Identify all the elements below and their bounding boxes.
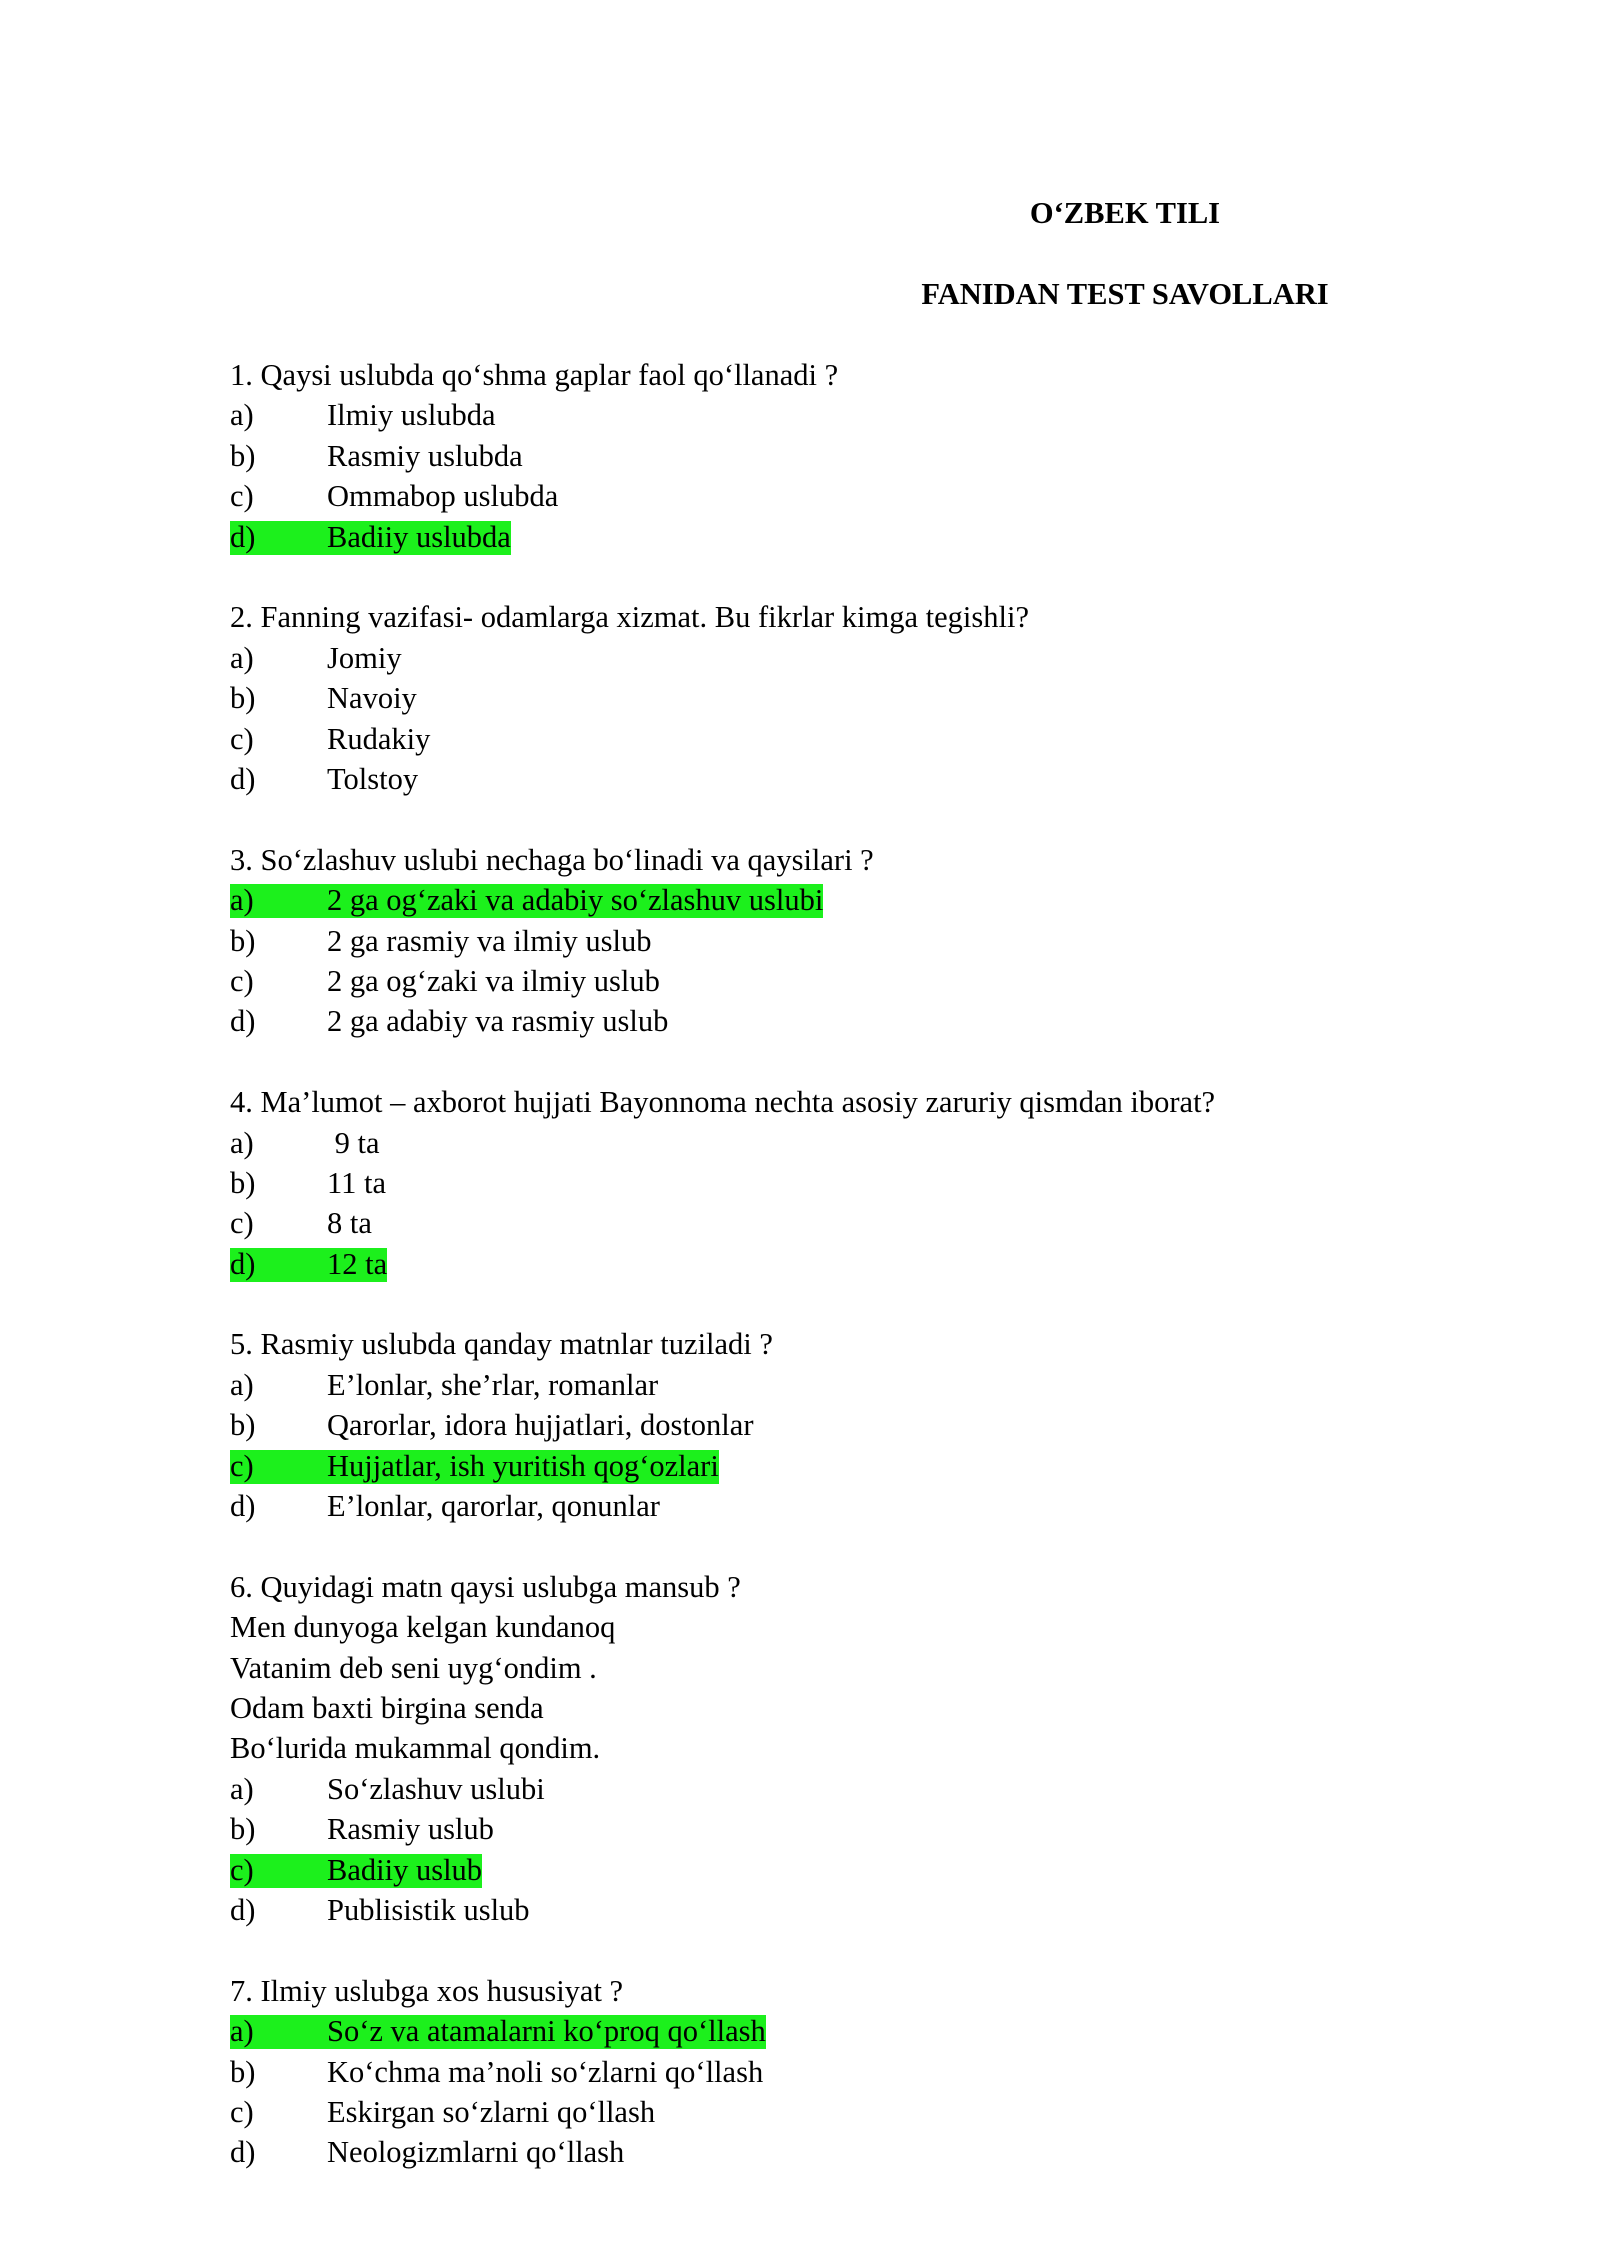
option-text: Qarorlar, idora hujjatlari, dostonlar <box>327 1408 754 1443</box>
option-text: Eskirgan so‘zlarni qo‘llash <box>327 2095 656 2129</box>
option-text: Ilmiy uslubda <box>327 398 496 433</box>
question-5 <box>230 1324 1430 1526</box>
answer-option <box>230 880 1430 920</box>
answer-option <box>230 2052 1430 2092</box>
question-spacer <box>230 1526 1430 1566</box>
option-letter: b) <box>230 923 256 958</box>
option-text: 2 ga og‘zaki va adabiy so‘zlashuv uslubi <box>327 883 824 918</box>
option-letter: d) <box>230 761 256 796</box>
answer-option <box>230 1001 1430 1041</box>
question-spacer <box>230 1930 1430 1970</box>
option-text: Rasmiy uslubda <box>327 438 523 473</box>
answer-option <box>230 921 1430 961</box>
question-spacer <box>230 1284 1430 1324</box>
question-3 <box>230 840 1430 1042</box>
option-letter: b) <box>230 438 256 473</box>
answer-option <box>230 1850 1430 1890</box>
answer-option <box>230 395 1430 435</box>
option-letter: b) <box>230 1812 256 1847</box>
option-letter: a) <box>230 883 254 918</box>
question-text: 6. Quyidagi matn qaysi uslubga mansub ? <box>230 1569 741 1604</box>
option-letter: a) <box>230 2014 254 2049</box>
option-letter: d) <box>230 519 256 554</box>
option-letter: a) <box>230 1771 254 1806</box>
option-text: So‘zlashuv uslubi <box>327 1771 545 1806</box>
option-letter: d) <box>230 1489 256 1524</box>
option-text: 2 ga rasmiy va ilmiy uslub <box>327 923 652 958</box>
option-text: Badiiy uslubda <box>327 519 511 554</box>
question-7 <box>230 1971 1430 2173</box>
question-list <box>230 355 1430 2173</box>
option-letter: a) <box>230 398 254 433</box>
option-text: Badiiy uslub <box>327 1852 483 1887</box>
answer-option <box>230 678 1430 718</box>
option-letter: a) <box>230 1125 254 1160</box>
option-text: 8 ta <box>327 1206 372 1241</box>
document-title <box>230 153 1588 355</box>
question-4 <box>230 1082 1430 1284</box>
option-letter: a) <box>230 640 254 675</box>
answer-option <box>230 1163 1430 1203</box>
option-text: Ko‘chma ma’noli so‘zlarni qo‘llash <box>327 2054 764 2089</box>
option-letter: b) <box>230 2054 256 2089</box>
option-letter: c) <box>230 721 254 756</box>
option-letter: d) <box>230 2135 256 2170</box>
question-spacer <box>230 557 1430 597</box>
answer-option <box>230 1769 1430 1809</box>
option-letter: b) <box>230 1408 256 1443</box>
option-letter: d) <box>230 1246 256 1281</box>
question-text: 1. Qaysi uslubda qo‘shma gaplar faol qo‘llanadi ? <box>230 358 839 393</box>
question-2 <box>230 597 1430 799</box>
answer-option <box>230 1244 1430 1284</box>
option-text: Ommabop uslubda <box>327 479 559 514</box>
answer-option <box>230 1123 1430 1163</box>
answer-option <box>230 1890 1430 1930</box>
option-text: 9 ta <box>327 1125 380 1160</box>
option-text: Hujjatlar, ish yuritish qog‘ozlari <box>327 1448 719 1483</box>
answer-option <box>230 476 1430 516</box>
option-text: E’lonlar, she’rlar, romanlar <box>327 1367 659 1402</box>
question-text: 4. Ma’lumot – axborot hujjati Bayonnoma nechta asosiy zaruriy qismdan iborat? <box>230 1085 1216 1120</box>
option-text: Jomiy <box>327 640 402 675</box>
option-letter: d) <box>230 1893 256 1928</box>
passage-line: Men dunyoga kelgan kundanoq <box>230 1610 616 1645</box>
option-text: 11 ta <box>327 1165 387 1200</box>
option-text: Navoiy <box>327 681 417 716</box>
question-text: 3. So‘zlashuv uslubi nechaga bo‘linadi va qaysilari ? <box>230 842 874 877</box>
option-letter: c) <box>230 1448 254 1483</box>
option-text: 2 ga adabiy va rasmiy uslub <box>327 1004 669 1039</box>
answer-option <box>230 2092 1430 2132</box>
option-letter: c) <box>230 963 254 998</box>
option-text: Tolstoy <box>327 761 419 796</box>
answer-option <box>230 1486 1430 1526</box>
option-text: Rasmiy uslub <box>327 1812 494 1847</box>
option-letter: b) <box>230 1165 256 1200</box>
question-6 <box>230 1567 1430 1931</box>
passage-line: Bo‘lurida mukammal qondim. <box>230 1731 601 1766</box>
option-text: Rudakiy <box>327 721 431 756</box>
option-letter: b) <box>230 681 256 716</box>
answer-option <box>230 1446 1430 1486</box>
option-text: E’lonlar, qarorlar, qonunlar <box>327 1489 660 1524</box>
answer-option <box>230 2132 1430 2172</box>
title-line-2: FANIDAN TEST SAVOLLARI <box>921 277 1329 312</box>
question-spacer <box>230 1042 1430 1082</box>
question-1 <box>230 355 1430 557</box>
answer-option <box>230 1365 1430 1405</box>
question-text: 5. Rasmiy uslubda qanday matnlar tuziladi ? <box>230 1327 773 1362</box>
title-line-1: O‘ZBEK TILI <box>1029 196 1221 231</box>
passage-line: Vatanim deb seni uyg‘ondim . <box>230 1650 597 1685</box>
answer-option <box>230 1809 1430 1849</box>
option-text: So‘z va atamalarni ko‘proq qo‘llash <box>327 2014 766 2049</box>
answer-option <box>230 759 1430 799</box>
option-letter: c) <box>230 1206 254 1241</box>
answer-option <box>230 436 1430 476</box>
answer-option <box>230 1405 1430 1445</box>
answer-option <box>230 961 1430 1001</box>
option-letter: c) <box>230 2095 254 2129</box>
document-content <box>230 153 1430 2173</box>
option-letter: c) <box>230 479 254 514</box>
passage-line: Odam baxti birgina senda <box>230 1691 544 1726</box>
option-letter: d) <box>230 1004 256 1039</box>
option-text: Neologizmlarni qo‘llash <box>327 2135 625 2170</box>
option-text: 2 ga og‘zaki va ilmiy uslub <box>327 963 660 998</box>
answer-option <box>230 517 1430 557</box>
answer-option <box>230 2011 1430 2051</box>
question-text: 7. Ilmiy uslubga xos hususiyat ? <box>230 1973 624 2008</box>
option-letter: a) <box>230 1367 254 1402</box>
answer-option <box>230 638 1430 678</box>
answer-option <box>230 719 1430 759</box>
option-letter: c) <box>230 1852 254 1887</box>
option-text: Publisistik uslub <box>327 1893 530 1928</box>
question-spacer <box>230 799 1430 839</box>
option-text: 12 ta <box>327 1246 388 1281</box>
question-text: 2. Fanning vazifasi- odamlarga xizmat. Bu fikrlar kimga tegishli? <box>230 600 1030 635</box>
answer-option <box>230 1203 1430 1243</box>
